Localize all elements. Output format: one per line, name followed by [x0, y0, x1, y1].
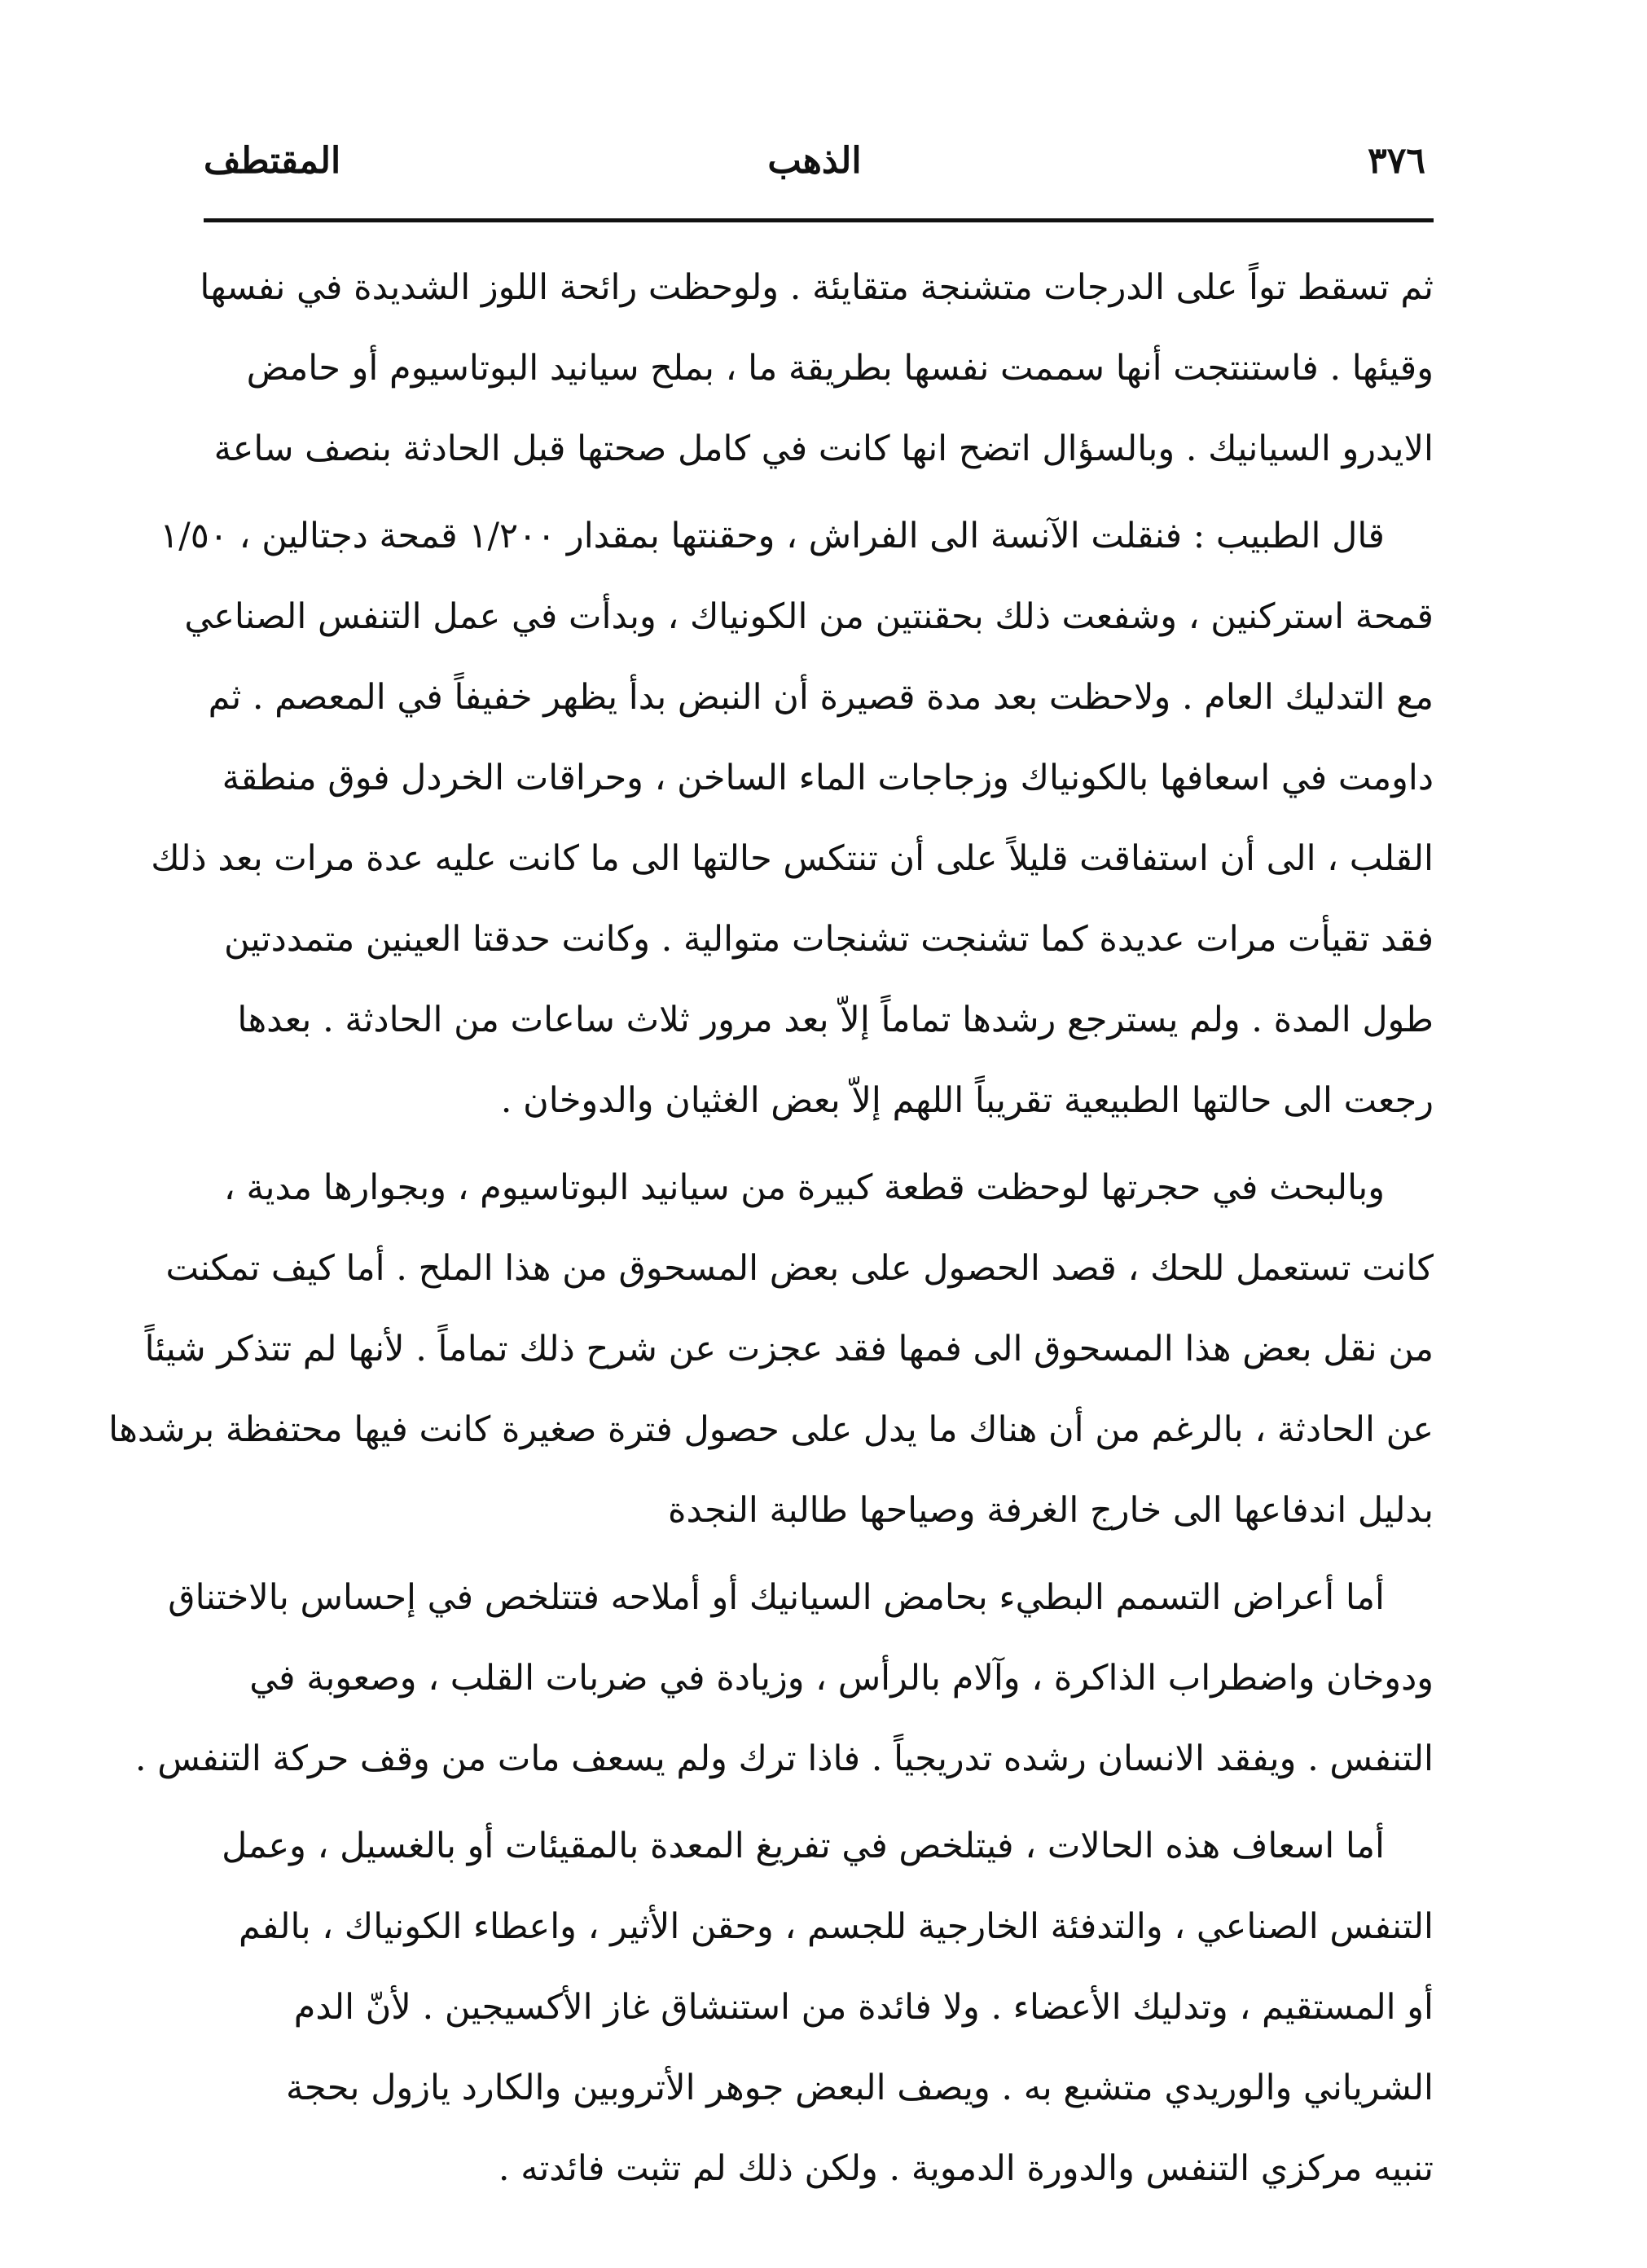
- article-body: [108, 248, 1434, 2209]
- paragraph: [151, 496, 1434, 1141]
- text-line: التنفس . ويفقد الانسان رشده تدريجياً . فاذا ترك ولم يسعف مات من وقف حركة التنفس .: [134, 1738, 1434, 1779]
- text-line: تنبيه مركزي التنفس والدورة الدموية . ولكن ذلك لم تثبت فائدته .: [498, 2148, 1434, 2189]
- text-line: داومت في اسعافها بالكونياك وزجاجات الماء الساخن ، وحراقات الخردل فوق منطقة: [222, 758, 1434, 798]
- header-rule: [204, 218, 1434, 222]
- text-line: الشرياني والوريدي متشبع به . ويصف البعض جوهر الأتروبين والكارد يازول بحجة: [285, 2068, 1434, 2108]
- text-line: ودوخان واضطراب الذاكرة ، وآلام بالرأس ، وزيادة في ضربات القلب ، وصعوبة في: [249, 1658, 1434, 1699]
- text-line: ثم تسقط تواً على الدرجات متشنجة متقايئة . ولوحظت رائحة اللوز الشديدة في نفسها: [200, 267, 1434, 308]
- text-line: وقيئها . فاستنتجت أنها سممت نفسها بطريقة ما ، بملح سيانيد البوتاسيوم أو حامض: [246, 348, 1434, 389]
- text-line: أو المستقيم ، وتدليك الأعضاء . ولا فائدة من استنشاق غاز الأكسيجين . لأنّ الدم: [293, 1987, 1434, 2028]
- paragraph: [187, 1806, 1434, 2209]
- paragraph: [108, 1148, 1434, 1551]
- text-line: فقد تقيأت مرات عديدة كما تشنجت تشنجات متوالية . وكانت حدقتا العينين متمددتين: [223, 919, 1434, 960]
- text-line: قمحة استركنين ، وشفعت ذلك بحقنتين من الكونياك ، وبدأت في عمل التنفس الصناعي: [184, 596, 1434, 637]
- paragraph: [187, 248, 1434, 490]
- text-line: أما أعراض التسمم البطيء بحامض السيانيك أو أملاحه فتتلخص في إحساس بالاختناق: [168, 1577, 1385, 1618]
- text-line: رجعت الى حالتها الطبيعية تقريباً اللهم إلاّ بعض الغثيان والدوخان .: [500, 1080, 1434, 1121]
- text-line: كانت تستعمل للحك ، قصد الحصول على بعض المسحوق من هذا الملح . أما كيف تمكنت: [165, 1248, 1434, 1289]
- text-line: عن الحادثة ، بالرغم من أن هناك ما يدل على حصول فترة صغيرة كانت فيها محتفظة برشدها: [108, 1409, 1434, 1450]
- paragraph: [134, 1558, 1434, 1800]
- text-line: التنفس الصناعي ، والتدفئة الخارجية للجسم ، وحقن الأثير ، واعطاء الكونياك ، بالفم: [239, 1906, 1434, 1947]
- text-line: القلب ، الى أن استفاقت قليلاً على أن تنتكس حالتها الى ما كانت عليه عدة مرات بعد ذلك: [151, 838, 1434, 879]
- text-line: مع التدليك العام . ولاحظت بعد مدة قصيرة أن النبض بدأ يظهر خفيفاً في المعصم . ثم: [208, 677, 1434, 718]
- page-number: ٣٧٦: [1368, 140, 1425, 182]
- text-line: من نقل بعض هذا المسحوق الى فمها فقد عجزت عن شرح ذلك تماماً . لأنها لم تتذكر شيئاً: [144, 1329, 1434, 1369]
- text-line: قال الطبيب : فنقلت الآنسة الى الفراش ، وحقنتها بمقدار ١/٢٠٠ قمحة دجتالين ، ١/٥٠: [160, 516, 1385, 556]
- journal-name: المقتطف: [204, 140, 341, 182]
- text-line: الايدرو السيانيك . وبالسؤال اتضح انها كانت في كامل صحتها قبل الحادثة بنصف ساعة: [213, 429, 1434, 469]
- text-line: بدليل اندفاعها الى خارج الغرفة وصياحها طالبة النجدة: [668, 1490, 1434, 1531]
- text-line: طول المدة . ولم يسترجع رشدها تماماً إلاّ بعد مرور ثلاث ساعات من الحادثة . بعدها: [237, 1000, 1434, 1040]
- text-line: وبالبحث في حجرتها لوحظت قطعة كبيرة من سيانيد البوتاسيوم ، وبجوارها مدية ،: [223, 1167, 1385, 1208]
- page-title: الذهب: [767, 140, 862, 182]
- text-line: أما اسعاف هذه الحالات ، فيتلخص في تفريغ المعدة بالمقيئات أو بالغسيل ، وعمل: [222, 1826, 1385, 1866]
- running-header: [204, 130, 1425, 196]
